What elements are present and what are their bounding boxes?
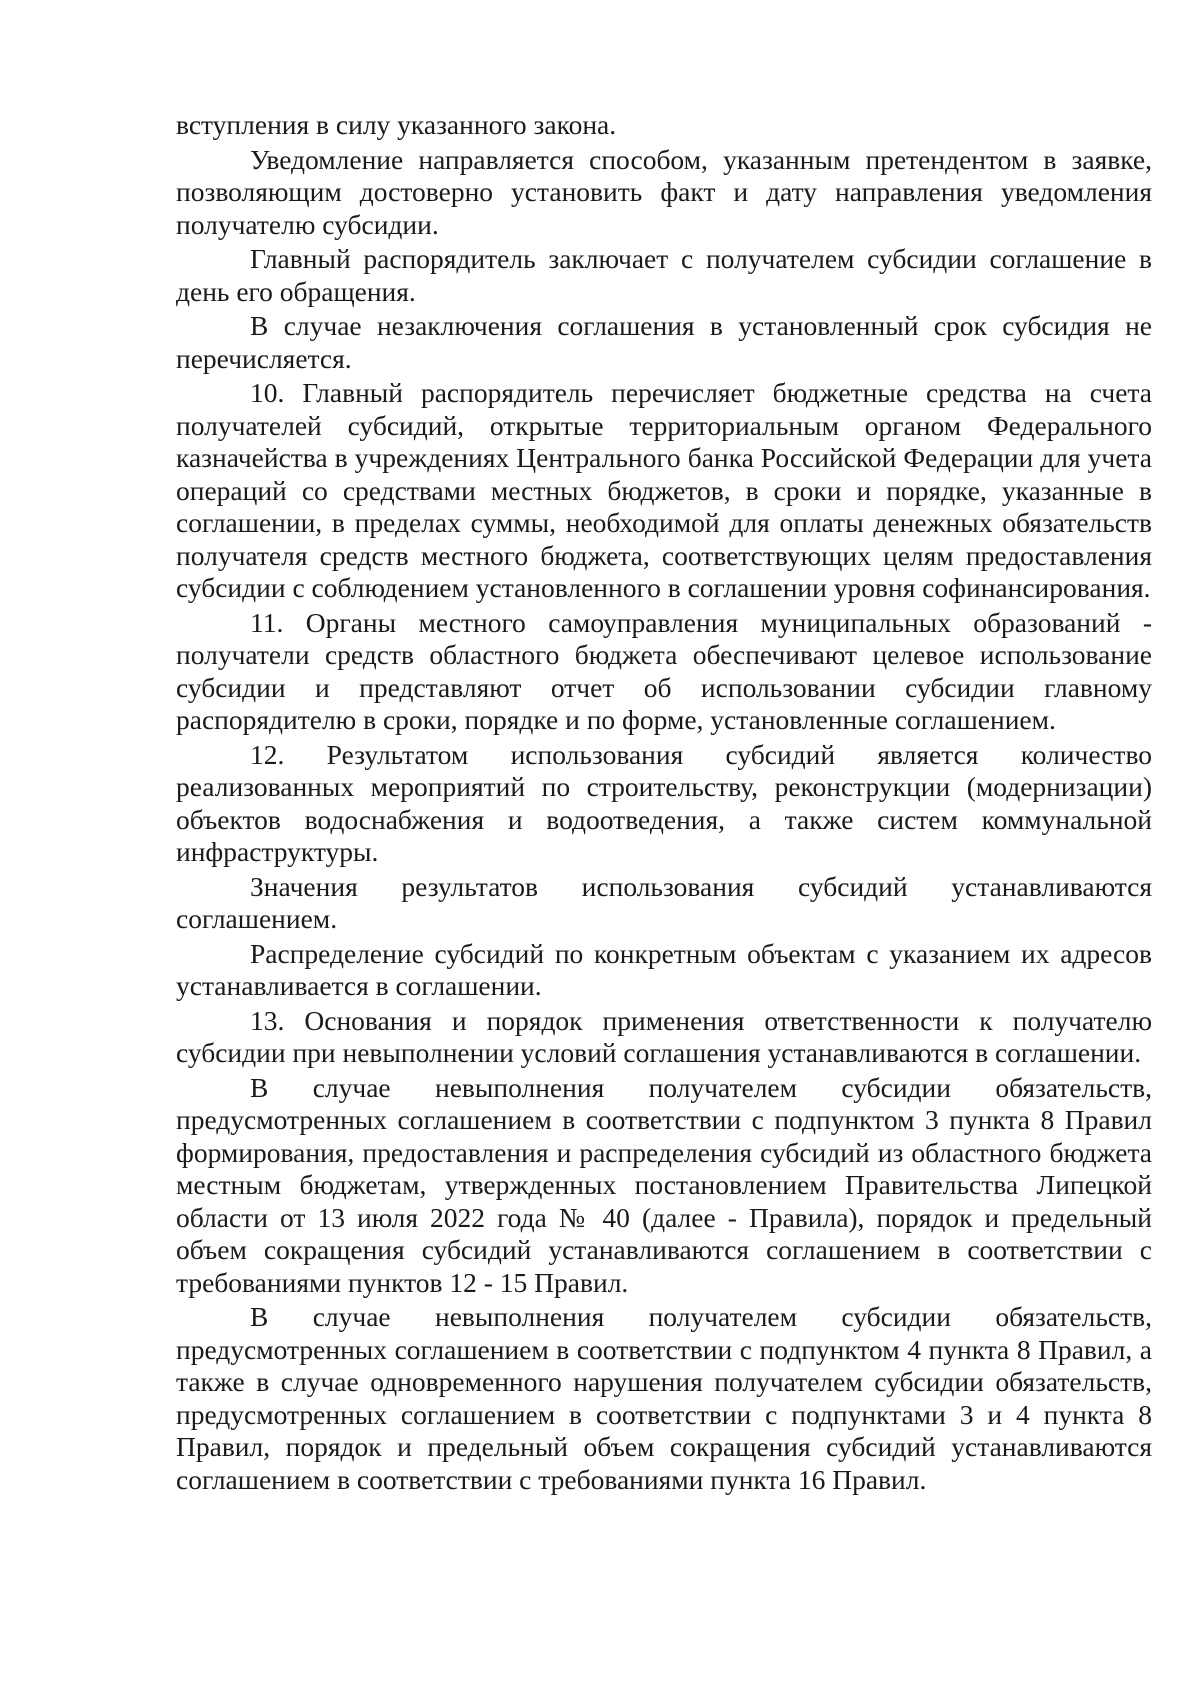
paragraph-continuation: вступления в силу указанного закона. [176,109,617,140]
paragraph-reduction-case-1: В случае невыполнения получателем субсидии обязательств, предусмотренных соглашением в соответствии с подпунктом 3 пункта 8 Правил формирования, предоставления и распределения субсидий из областного бюджета местным бюджетам, утвержденных постановлением Правительства Липецкой области от 13 июля 2022 года № 40 (далее - Правила), порядок и предельный объем сокращения субсидий устанавливаются соглашением в соответствии с требованиями пунктов 12 - 15 Правил. [176,1071,1152,1298]
paragraph-item-11: 11. Органы местного самоуправления муниципальных образований - получатели средств областного бюджета обеспечивают целевое использование субсидии и представляют отчет об использовании субсидии главному распорядителю в сроки, порядке и по форме, установленные соглашением. [176,606,1152,735]
paragraph-result-values: Значения результатов использования субсидий устанавливаются соглашением. [176,870,1152,934]
paragraph-agreement-conclusion: Главный распорядитель заключает с получателем субсидии соглашение в день его обращения. [176,243,1152,307]
paragraph-item-12: 12. Результатом использования субсидий является количество реализованных мероприятий по строительству, реконструкции (модернизации) объектов водоснабжения и водоотведения, а также систем коммунальной инфраструктуры. [176,738,1152,867]
document-body [176,109,1152,1498]
paragraph-reduction-case-2: В случае невыполнения получателем субсидии обязательств, предусмотренных соглашением в соответствии с подпунктом 4 пункта 8 Правил, а также в случае одновременного нарушения получателем субсидии обязательств, предусмотренных соглашением в соответствии с подпунктами 3 и 4 пункта 8 Правил, порядок и предельный объем сокращения субсидий устанавливаются соглашением в соответствии с требованиями пункта 16 Правил. [176,1301,1152,1495]
paragraph-non-conclusion: В случае незаключения соглашения в установленный срок субсидия не перечисляется. [176,310,1152,374]
paragraph-item-13: 13. Основания и порядок применения ответственности к получателю субсидии при невыполнении условий соглашения устанавливаются в соглашении. [176,1004,1152,1068]
paragraph-notification-method: Уведомление направляется способом, указанным претендентом в заявке, позволяющим достоверно установить факт и дату направления уведомления получателю субсидии. [176,143,1152,240]
paragraph-item-10: 10. Главный распорядитель перечисляет бюджетные средства на счета получателей субсидий, открытые территориальным органом Федерального казначейства в учреждениях Центрального банка Российской Федерации для учета операций со средствами местных бюджетов, в сроки и порядке, указанные в соглашении, в пределах суммы, необходимой для оплаты денежных обязательств получателя средств местного бюджета, соответствующих целям предоставления субсидии с соблюдением установленного в соглашении уровня софинансирования. [176,377,1152,603]
paragraph-distribution: Распределение субсидий по конкретным объектам с указанием их адресов устанавливается в соглашении. [176,937,1152,1001]
